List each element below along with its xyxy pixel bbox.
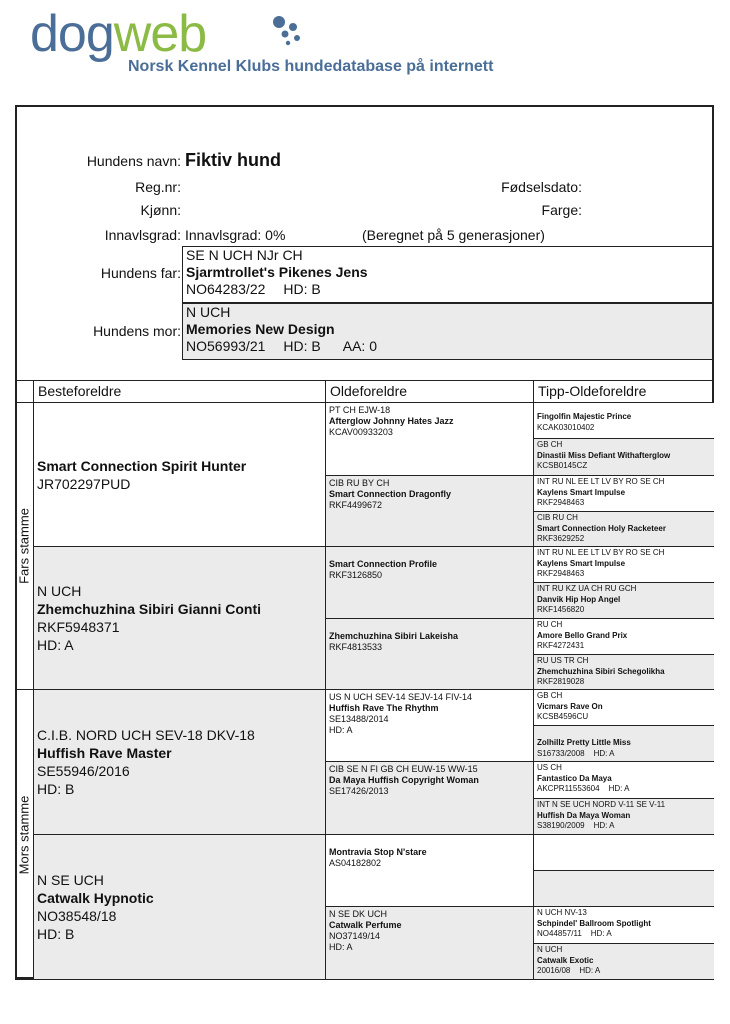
gggp-name[interactable]: Amore Bello Grand Prix xyxy=(537,630,628,640)
father-reg-line xyxy=(186,281,709,298)
mother-reg: NO56993/21 xyxy=(186,338,266,354)
gggp-reg: RKF4272431 xyxy=(537,641,585,650)
ggp-reg: SE17426/2013 xyxy=(329,786,389,796)
gp-hd: HD: B xyxy=(37,781,75,797)
gggp-titles: N UCH NV-13 xyxy=(537,908,587,917)
great-grandparent-cell[interactable] xyxy=(325,835,533,907)
gggp-titles: RU US TR CH xyxy=(537,656,589,665)
mother-hd: HD: B xyxy=(283,338,321,354)
father-name[interactable]: Sjarmtrollet's Pikenes Jens xyxy=(186,264,368,280)
mother-name[interactable]: Memories New Design xyxy=(186,321,335,337)
great-grandparent-cell[interactable] xyxy=(325,476,533,547)
gggp-name[interactable]: Huffish Da Maya Woman xyxy=(537,810,631,820)
gggp-reg: RKF2819028 xyxy=(537,677,585,686)
gggp-reg-line xyxy=(537,966,711,977)
gggp-reg: AKCPR11553604 xyxy=(537,784,600,793)
ggg-parent-cell[interactable] xyxy=(533,476,714,512)
ggp-reg: RKF3126850 xyxy=(329,570,383,580)
gp-titles: N UCH xyxy=(37,583,82,599)
pedigree-header-row xyxy=(15,380,714,402)
gp-hd: HD: B xyxy=(37,926,75,942)
gggp-reg: RKF2948463 xyxy=(537,498,585,507)
birth-label: Fødselsdato: xyxy=(501,179,582,195)
gggp-reg: RKF1456820 xyxy=(537,605,585,614)
gp-name[interactable]: Smart Connection Spirit Hunter xyxy=(37,457,247,474)
gggp-reg: 20016/08 xyxy=(537,966,571,975)
gggp-name[interactable]: Zhemchuzhina Sibiri Schegolikha xyxy=(537,666,665,676)
ggp-reg: NO37149/14 xyxy=(329,931,381,941)
father-label: Hundens far: xyxy=(100,265,181,281)
ggg-parent-cell[interactable] xyxy=(533,439,714,476)
ggg-parent-cell-empty xyxy=(533,835,714,871)
great-grandparent-cell[interactable] xyxy=(325,762,533,835)
gp-titles: C.I.B. NORD UCH SEV-18 DKV-18 xyxy=(37,727,255,743)
fars-stamme-side xyxy=(15,403,33,690)
sex-label: Kjønn: xyxy=(140,202,181,218)
gggp-hd: HD: A xyxy=(593,748,615,758)
gp-titles: N SE UCH xyxy=(37,872,104,888)
gggp-name[interactable]: Danvik Hip Hop Angel xyxy=(537,594,621,604)
gggp-titles: INT N SE UCH NORD V-11 SE V-11 xyxy=(537,800,666,809)
gggp-titles: INT RU NL EE LT LV BY RO SE CH xyxy=(537,548,665,557)
gggp-titles: CIB RU CH xyxy=(537,513,578,522)
color-label: Farge: xyxy=(541,202,582,218)
gggp-hd: HD: A xyxy=(608,784,630,793)
name-label: Hundens navn: xyxy=(86,153,181,169)
gggp-hd: HD: A xyxy=(579,966,601,975)
ggp-titles: N SE DK UCH xyxy=(329,909,388,919)
logo-dog-text: dog xyxy=(30,5,114,63)
ggp-titles: CIB RU BY CH xyxy=(329,478,390,488)
inbreed-label: Innavlsgrad: xyxy=(104,227,181,243)
ggp-name[interactable]: Smart Connection Dragonfly xyxy=(329,489,452,499)
logo-wordmark xyxy=(30,5,207,63)
mors-stamme-side xyxy=(15,690,33,980)
header-great-great-grandparents: Tipp-Oldeforeldre xyxy=(533,381,714,403)
ggp-reg: RKF4813533 xyxy=(329,642,383,652)
ggp-reg: SE13488/2014 xyxy=(329,714,389,724)
ggp-titles: US N UCH SEV-14 SEJV-14 FIV-14 xyxy=(329,692,473,702)
gggp-name[interactable]: Catwalk Exotic xyxy=(537,955,594,965)
mors-stamme-label: Mors stamme xyxy=(16,795,32,874)
great-grandparent-cell[interactable] xyxy=(325,403,533,476)
mother-titles: N UCH xyxy=(186,304,231,320)
inbreed-value: Innavlsgrad: 0% xyxy=(185,227,286,243)
gggp-name[interactable]: Vicmars Rave On xyxy=(537,701,603,711)
ggp-name[interactable]: Zhemchuzhina Sibiri Lakeisha xyxy=(329,631,459,641)
ggg-parent-cell[interactable] xyxy=(533,907,714,944)
father-box[interactable] xyxy=(182,246,713,303)
gggp-hd: HD: A xyxy=(593,821,615,830)
header-great-grandparents: Oldeforeldre xyxy=(325,381,533,403)
gggp-name[interactable]: Dinastii Miss Defiant Withafterglow xyxy=(537,450,671,460)
ggp-titles: CIB SE N FI GB CH EUW-15 WW-15 xyxy=(329,764,478,774)
ggp-name[interactable]: Smart Connection Profile xyxy=(329,559,438,569)
gggp-hd: HD: A xyxy=(590,929,612,938)
fars-stamme-label: Fars stamme xyxy=(16,508,32,584)
gggp-name[interactable]: Fantastico Da Maya xyxy=(537,773,612,783)
grandparent-cell[interactable] xyxy=(33,690,325,835)
logo-subtitle: Norsk Kennel Klubs hundedatabase på internett xyxy=(128,58,494,75)
ggp-hd: HD: A xyxy=(329,942,353,952)
mother-box[interactable] xyxy=(182,303,713,360)
ggg-parent-cell[interactable] xyxy=(533,655,714,690)
ggg-parent-cell[interactable] xyxy=(533,403,714,439)
gggp-titles: GB CH xyxy=(537,691,563,700)
gggp-name[interactable]: Kaylens Smart Impulse xyxy=(537,487,626,497)
ggp-name[interactable]: Da Maya Huffish Copyright Woman xyxy=(329,775,479,785)
ggg-parent-cell[interactable] xyxy=(533,944,714,980)
gggp-reg: KCSB4596CU xyxy=(537,712,589,721)
father-reg: NO64283/22 xyxy=(186,281,266,297)
gggp-name[interactable]: Kaylens Smart Impulse xyxy=(537,558,626,568)
great-grandparent-cell[interactable] xyxy=(325,619,533,690)
ggg-parent-cell[interactable] xyxy=(533,583,714,619)
gggp-name[interactable]: Zolhillz Pretty Little Miss xyxy=(537,738,631,747)
gp-name[interactable]: Huffish Rave Master xyxy=(37,745,172,761)
gggp-reg: RKF3629252 xyxy=(537,534,585,543)
gggp-reg-line xyxy=(537,821,711,832)
ggg-parent-cell[interactable] xyxy=(533,547,714,583)
great-grandparent-cell[interactable] xyxy=(325,690,533,762)
dogweb-logo[interactable] xyxy=(30,5,570,83)
inbreed-note: (Beregnet på 5 generasjoner) xyxy=(362,227,545,243)
gggp-titles: INT RU NL EE LT LV BY RO SE CH xyxy=(537,477,665,486)
gp-name[interactable]: Catwalk Hypnotic xyxy=(37,890,154,906)
father-hd: HD: B xyxy=(283,281,321,297)
ggp-name[interactable]: Afterglow Johnny Hates Jazz xyxy=(329,416,454,426)
gp-hd: HD: A xyxy=(37,637,74,653)
father-titles: SE N UCH NJr CH xyxy=(186,247,303,263)
gggp-name[interactable]: Smart Connection Holy Racketeer xyxy=(537,523,666,533)
gggp-name[interactable]: Fingolfin Majestic Prince xyxy=(537,412,632,421)
gp-reg: SE55946/2016 xyxy=(37,763,130,779)
gp-reg: NO38548/18 xyxy=(37,908,117,924)
ggg-parent-cell[interactable] xyxy=(533,799,714,835)
gggp-titles: GB CH xyxy=(537,440,563,449)
gggp-name[interactable]: Schpindel' Ballroom Spotlight xyxy=(537,918,651,928)
ggp-hd: HD: A xyxy=(329,725,353,735)
gp-reg: JR702297PUD xyxy=(37,475,131,492)
mother-aa: AA: 0 xyxy=(342,338,377,354)
gggp-reg-line xyxy=(537,929,711,940)
ggg-parent-cell[interactable] xyxy=(533,619,714,655)
ggp-reg: AS04182802 xyxy=(329,858,382,868)
gggp-reg: RKF2948463 xyxy=(537,569,585,578)
header-grandparents: Besteforeldre xyxy=(33,381,325,403)
reg-label: Reg.nr: xyxy=(135,179,181,195)
ggg-parent-cell[interactable] xyxy=(533,512,714,547)
gggp-reg: NO44857/11 xyxy=(537,929,582,938)
mother-reg-line xyxy=(186,338,709,355)
ggg-parent-cell[interactable] xyxy=(533,690,714,726)
ggg-parent-cell-empty xyxy=(533,871,714,907)
gggp-reg: S38190/2009 xyxy=(537,821,585,830)
great-grandparent-cell[interactable] xyxy=(325,907,533,980)
ggp-titles: PT CH EJW-18 xyxy=(329,405,391,415)
gggp-reg-line xyxy=(537,784,711,795)
pedigree-grid xyxy=(15,402,714,979)
mother-label: Hundens mor: xyxy=(93,323,181,339)
grandparent-cell[interactable] xyxy=(33,403,325,547)
ggp-name[interactable]: Catwalk Perfume xyxy=(329,920,402,930)
dots-logo-icon xyxy=(272,14,306,48)
gggp-titles: RU CH xyxy=(537,620,563,629)
ggg-parent-cell[interactable] xyxy=(533,762,714,799)
gggp-reg: KCAK03010402 xyxy=(537,422,595,432)
gggp-reg: KCSB0145CZ xyxy=(537,461,588,470)
gggp-reg: S16733/2008 xyxy=(537,748,585,758)
gggp-titles: N UCH xyxy=(537,945,563,954)
great-grandparent-cell[interactable] xyxy=(325,547,533,619)
gp-reg: RKF5948371 xyxy=(37,619,120,635)
grandparent-cell[interactable] xyxy=(33,547,325,690)
gggp-reg-line xyxy=(537,749,711,760)
dog-name: Fiktiv hund xyxy=(185,150,281,170)
ggp-name[interactable]: Huffish Rave The Rhythm xyxy=(329,703,439,713)
gggp-titles: INT RU KZ UA CH RU GCH xyxy=(537,584,637,593)
ggp-reg: RKF4499672 xyxy=(329,500,383,510)
gp-name[interactable]: Zhemchuzhina Sibiri Gianni Conti xyxy=(37,601,262,617)
logo-web-text: web xyxy=(113,5,207,63)
ggg-parent-cell[interactable] xyxy=(533,726,714,762)
gggp-titles: US CH xyxy=(537,763,562,772)
ggp-reg: KCAV00933203 xyxy=(329,427,393,437)
ggp-name[interactable]: Montravia Stop N'stare xyxy=(329,847,427,857)
grandparent-cell[interactable] xyxy=(33,835,325,980)
